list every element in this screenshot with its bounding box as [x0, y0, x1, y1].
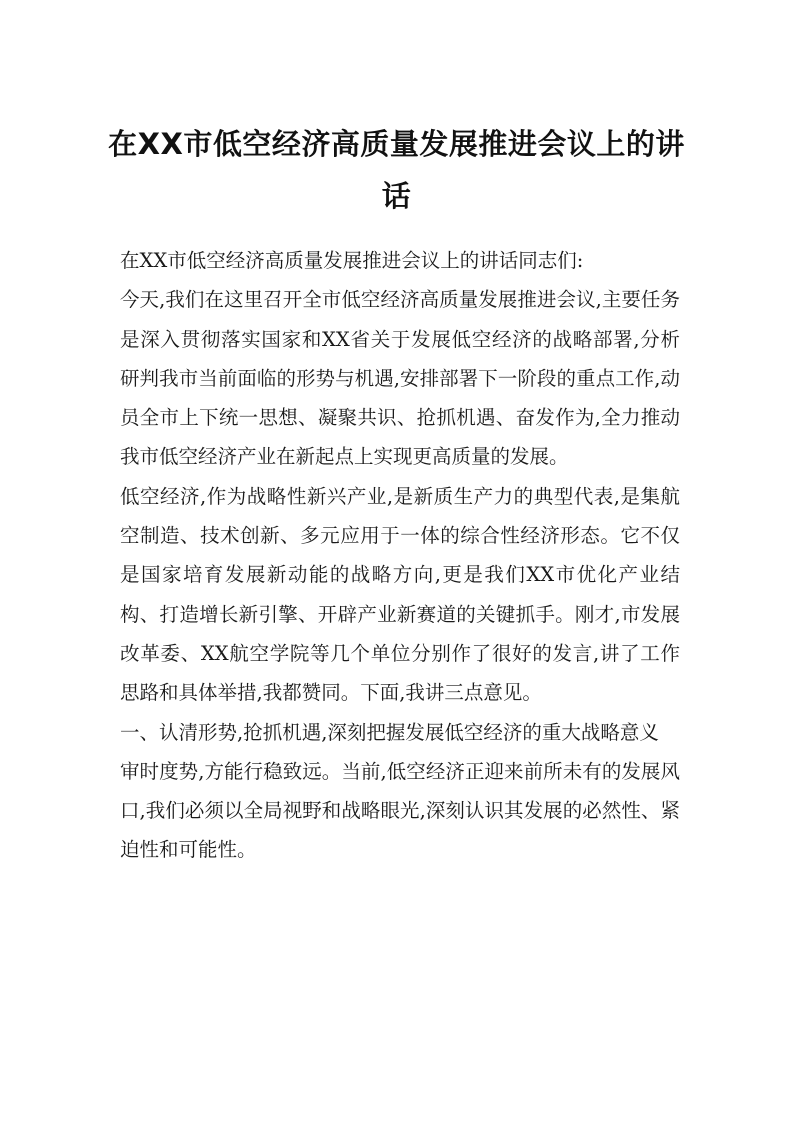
paragraph-intro: 今天,我们在这里召开全市低空经济高质量发展推进会议,主要任务是深入贯彻落实国家和XX省关于发展低空经济的战略部署,分析研判我市当前面临的形势与机遇,安排部署下一阶段的重点工作,动员全市上下统一思想、凝聚共识、抢抓机遇、奋发作为,全力推动我市低空经济产业在新起点上实现更高质量的发展。 [120, 288, 680, 469]
paragraph-salutation: 在XX市低空经济高质量发展推进会议上的讲话同志们: [120, 249, 584, 272]
paragraph-situation: 审时度势,方能行稳致远。当前,低空经济正迎来前所未有的发展风口,我们必须以全局视野和战略眼光,深刻认识其发展的必然性、紧迫性和可能性。 [120, 759, 680, 862]
section-heading-1: 一、认清形势,抢抓机遇,深刻把握发展低空经济的重大战略意义 [120, 720, 659, 744]
document-body [120, 241, 680, 870]
paragraph-background: 低空经济,作为战略性新兴产业,是新质生产力的典型代表,是集航空制造、技术创新、多元应用于一体的综合性经济形态。它不仅是国家培育发展新动能的战略方向,更是我们XX市优化产业结构、打造增长新引擎、开辟产业新赛道的关键抓手。刚才,市发展改革委、XX航空学院等几个单位分别作了很好的发言,讲了工作思路和具体举措,我都赞同。下面,我讲三点意见。 [120, 484, 680, 705]
document-title: 在XX市低空经济高质量发展推进会议上的讲话 [108, 127, 685, 213]
